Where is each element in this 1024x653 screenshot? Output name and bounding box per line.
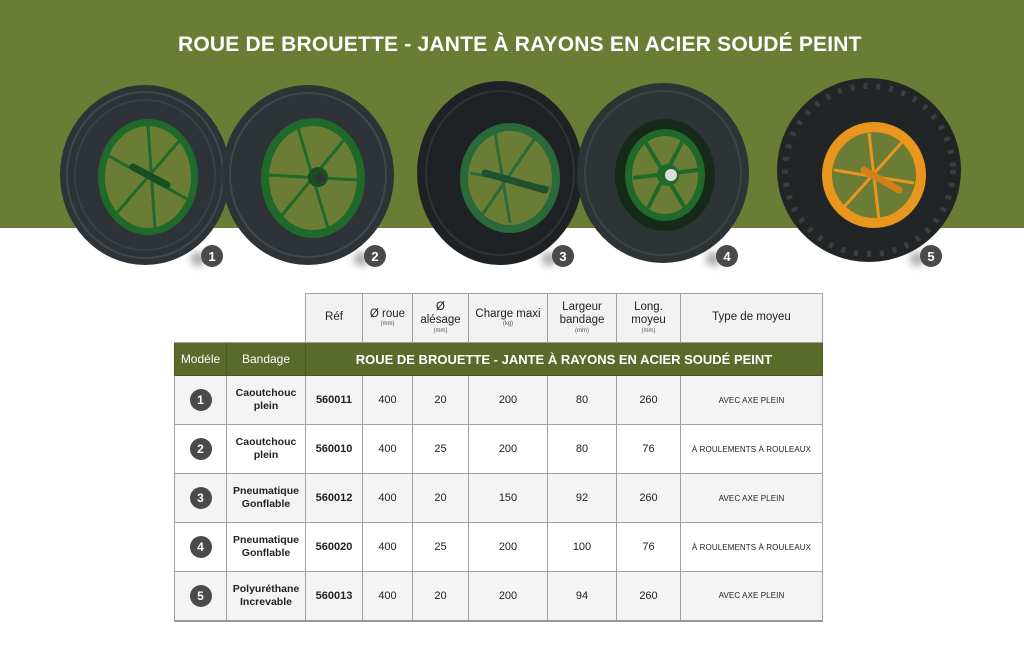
table-row bbox=[175, 425, 823, 474]
roue-cell: 400 bbox=[363, 376, 413, 425]
charge-cell: 200 bbox=[469, 376, 548, 425]
longueur-cell: 260 bbox=[617, 376, 681, 425]
ref-cell: 560013 bbox=[306, 572, 363, 621]
model-number-badge: 1 bbox=[190, 389, 212, 411]
ref-cell: 560012 bbox=[306, 474, 363, 523]
charge-cell: 200 bbox=[469, 572, 548, 621]
charge-cell: 150 bbox=[469, 474, 548, 523]
moyeu-cell: AVEC AXE PLEIN bbox=[681, 376, 823, 425]
wheel-image-4 bbox=[573, 78, 753, 268]
column-header-row bbox=[175, 294, 823, 343]
bandage-cell: Caoutchouc plein bbox=[227, 376, 306, 425]
header-diam-roue: Ø roue (mm) bbox=[363, 294, 413, 343]
ref-cell: 560020 bbox=[306, 523, 363, 572]
model-number-badge: 2 bbox=[190, 438, 212, 460]
wheel-image-3 bbox=[415, 78, 590, 268]
moyeu-cell: À ROULEMENTS À ROULEAUX bbox=[681, 523, 823, 572]
ref-cell: 560010 bbox=[306, 425, 363, 474]
largeur-cell: 100 bbox=[548, 523, 617, 572]
longueur-cell: 76 bbox=[617, 425, 681, 474]
header-type-moyeu: Type de moyeu bbox=[681, 294, 823, 343]
table-row bbox=[175, 572, 823, 621]
header-diam-alesage: Ø alésage (mm) bbox=[413, 294, 469, 343]
wheel-number-badge-5: 5 bbox=[920, 245, 942, 267]
alesage-cell: 25 bbox=[413, 523, 469, 572]
table-row bbox=[175, 474, 823, 523]
model-number-badge: 5 bbox=[190, 585, 212, 607]
header-bandage: Bandage bbox=[227, 343, 306, 376]
table-row bbox=[175, 523, 823, 572]
alesage-cell: 20 bbox=[413, 474, 469, 523]
largeur-cell: 80 bbox=[548, 425, 617, 474]
moyeu-cell: À ROULEMENTS À ROULEAUX bbox=[681, 425, 823, 474]
bandage-cell: Polyuréthane Increvable bbox=[227, 572, 306, 621]
wheel-image-5 bbox=[774, 75, 964, 270]
header-charge-maxi: Charge maxi (kg) bbox=[469, 294, 548, 343]
alesage-cell: 20 bbox=[413, 572, 469, 621]
spec-table bbox=[174, 293, 823, 622]
ref-cell: 560011 bbox=[306, 376, 363, 425]
section-header-row bbox=[175, 343, 823, 376]
bandage-cell: Pneumatique Gonflable bbox=[227, 523, 306, 572]
moyeu-cell: AVEC AXE PLEIN bbox=[681, 474, 823, 523]
largeur-cell: 80 bbox=[548, 376, 617, 425]
largeur-cell: 94 bbox=[548, 572, 617, 621]
wheel-number-badge-3: 3 bbox=[552, 245, 574, 267]
roue-cell: 400 bbox=[363, 572, 413, 621]
bandage-cell: Pneumatique Gonflable bbox=[227, 474, 306, 523]
page-title: ROUE DE BROUETTE - JANTE À RAYONS EN ACIER SOUDÉ PEINT bbox=[178, 33, 862, 56]
roue-cell: 400 bbox=[363, 425, 413, 474]
header-largeur-bandage: Largeur bandage (mm) bbox=[548, 294, 617, 343]
charge-cell: 200 bbox=[469, 523, 548, 572]
longueur-cell: 76 bbox=[617, 523, 681, 572]
wheel-number-badge-2: 2 bbox=[364, 245, 386, 267]
longueur-cell: 260 bbox=[617, 572, 681, 621]
longueur-cell: 260 bbox=[617, 474, 681, 523]
header-ref: Réf bbox=[306, 294, 363, 343]
model-number-badge: 4 bbox=[190, 536, 212, 558]
roue-cell: 400 bbox=[363, 523, 413, 572]
bandage-cell: Caoutchouc plein bbox=[227, 425, 306, 474]
section-title: ROUE DE BROUETTE - JANTE À RAYONS EN ACIER SOUDÉ PEINT bbox=[306, 343, 823, 376]
alesage-cell: 20 bbox=[413, 376, 469, 425]
largeur-cell: 92 bbox=[548, 474, 617, 523]
header-modele: Modéle bbox=[175, 343, 227, 376]
wheel-number-badge-1: 1 bbox=[201, 245, 223, 267]
charge-cell: 200 bbox=[469, 425, 548, 474]
alesage-cell: 25 bbox=[413, 425, 469, 474]
model-number-badge: 3 bbox=[190, 487, 212, 509]
table-row bbox=[175, 376, 823, 425]
wheel-image-1 bbox=[55, 80, 235, 270]
wheel-number-badge-4: 4 bbox=[716, 245, 738, 267]
moyeu-cell: AVEC AXE PLEIN bbox=[681, 572, 823, 621]
wheel-image-2 bbox=[218, 80, 398, 270]
header-long-moyeu: Long. moyeu (mm) bbox=[617, 294, 681, 343]
roue-cell: 400 bbox=[363, 474, 413, 523]
